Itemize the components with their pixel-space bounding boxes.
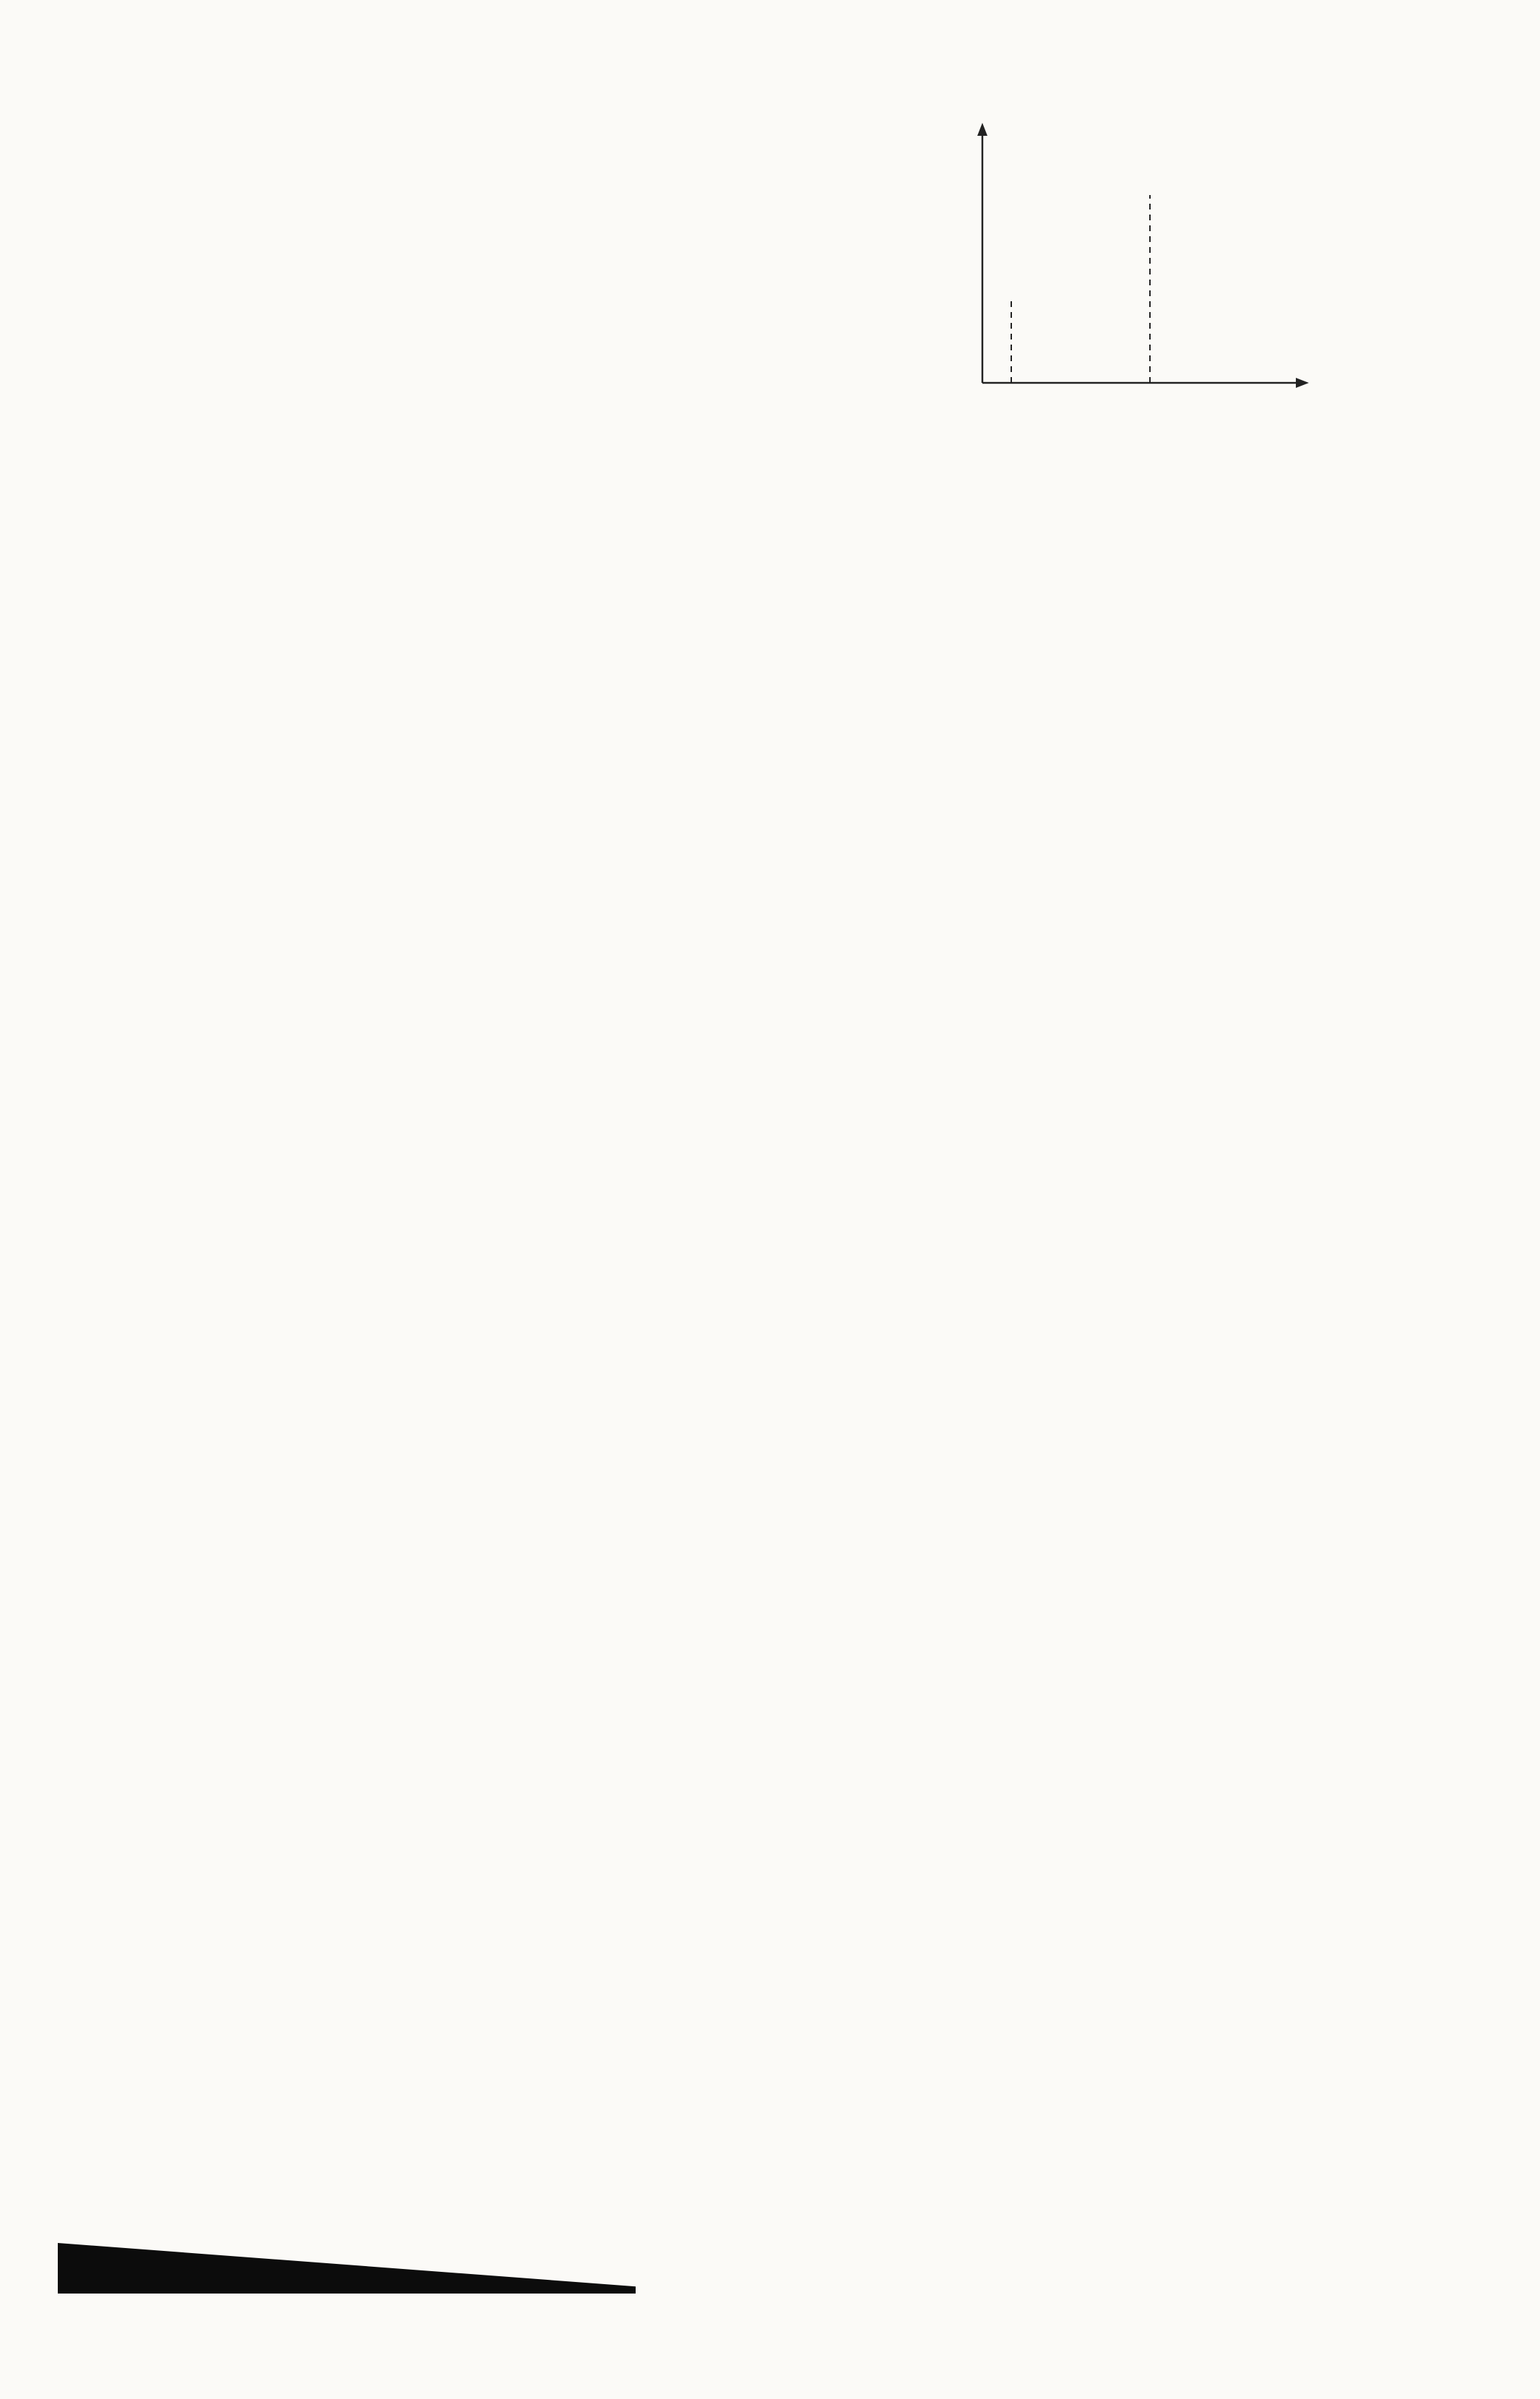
- decorative-bottom-bar: [58, 2243, 636, 2294]
- x-axis-arrow: [1296, 378, 1309, 388]
- right-column: [823, 108, 1466, 441]
- answer-figure: [939, 116, 1315, 419]
- y-axis-arrow: [977, 123, 987, 136]
